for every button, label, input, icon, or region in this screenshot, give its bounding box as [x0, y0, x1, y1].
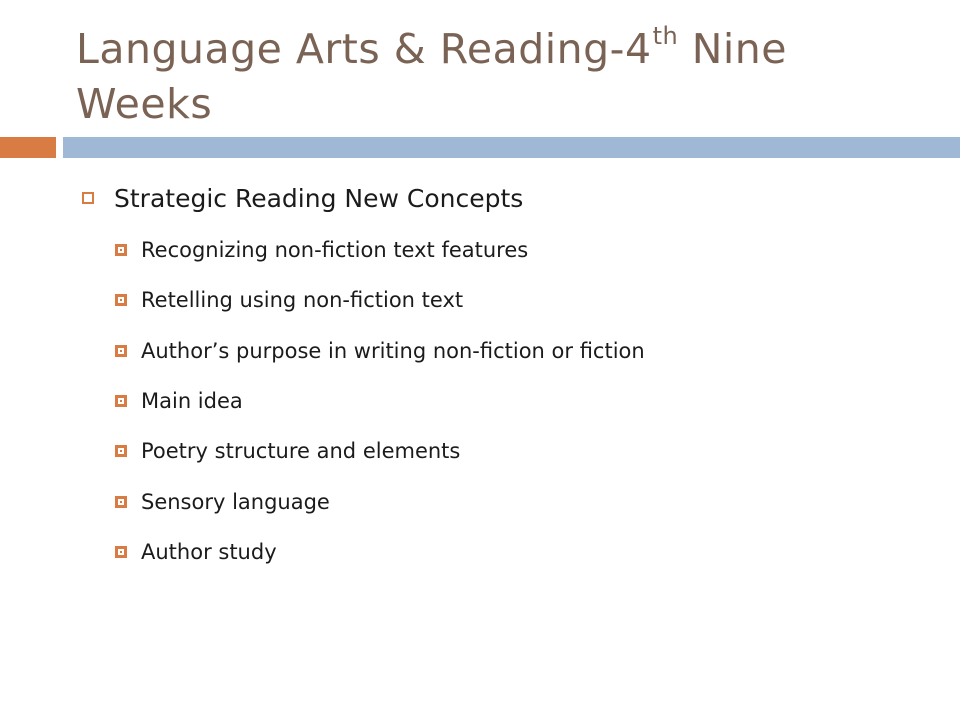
sub-bullet-text: Sensory language	[141, 489, 330, 514]
sub-bullet-item	[78, 426, 938, 476]
slide-title	[76, 22, 936, 132]
sub-bullet-text: Author study	[141, 539, 277, 564]
sub-bullet-item	[78, 275, 938, 325]
sub-bullet-list	[78, 225, 938, 577]
framed-square-icon	[115, 546, 127, 558]
sub-bullet-item	[78, 225, 938, 275]
framed-square-icon	[115, 345, 127, 357]
title-divider-accent	[0, 137, 56, 158]
hollow-square-icon	[82, 192, 94, 204]
slide-title-end: Nine Weeks	[76, 25, 787, 128]
sub-bullet-item	[78, 326, 938, 376]
sub-bullet-text: Author’s purpose in writing non-fiction or fiction	[141, 338, 645, 363]
sub-bullet-item	[78, 476, 938, 526]
sub-bullet-text: Main idea	[141, 389, 243, 414]
title-divider-band	[63, 137, 960, 158]
sub-bullet-text: Recognizing non-fiction text features	[141, 238, 529, 263]
sub-bullet-text: Retelling using non-fiction text	[141, 288, 464, 313]
framed-square-icon	[115, 445, 127, 457]
sub-bullet-item	[78, 376, 938, 426]
sub-bullet-item	[78, 527, 938, 577]
framed-square-icon	[115, 294, 127, 306]
framed-square-icon	[115, 496, 127, 508]
bullet-level-1	[78, 175, 938, 221]
slide-body	[78, 175, 938, 577]
sub-bullet-text: Poetry structure and elements	[141, 439, 461, 464]
framed-square-icon	[115, 244, 127, 256]
slide-title-main: Language Arts & Reading-4	[76, 25, 652, 73]
framed-square-icon	[115, 395, 127, 407]
bullet-heading-text: Strategic Reading New Concepts	[114, 183, 524, 213]
slide-title-superscript: th	[652, 22, 679, 51]
